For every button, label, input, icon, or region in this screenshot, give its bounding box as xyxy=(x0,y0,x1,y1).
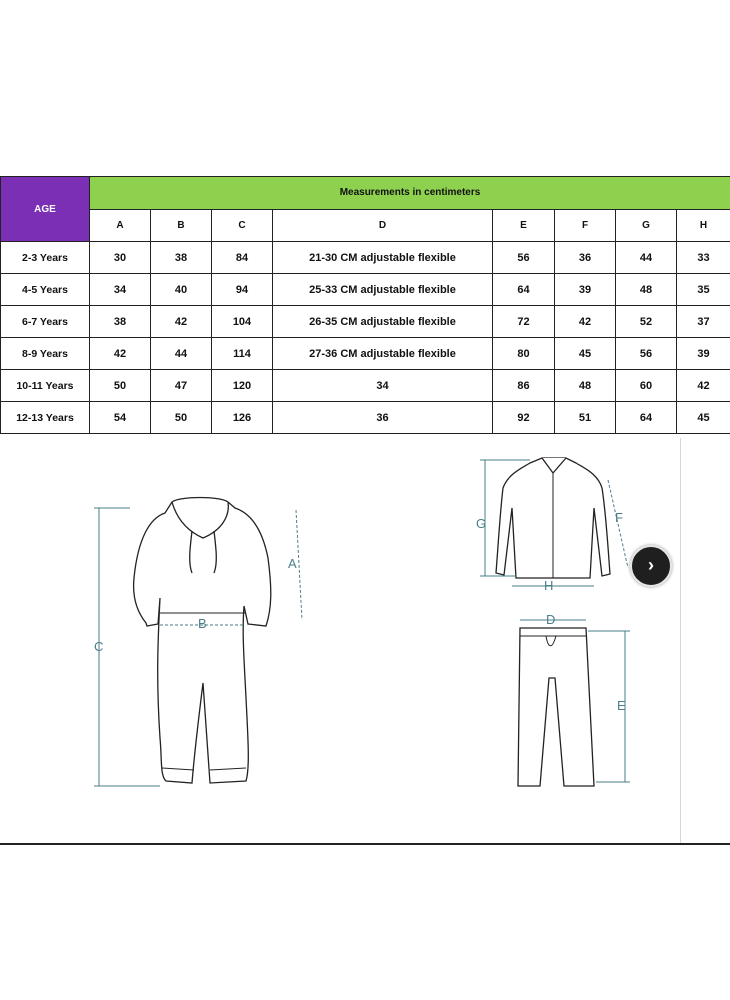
table-cell: 42 xyxy=(555,306,616,338)
table-cell: 44 xyxy=(151,338,212,370)
dimension-label-a: A xyxy=(288,556,297,571)
table-cell: 52 xyxy=(616,306,677,338)
shirt-drawing xyxy=(496,458,610,578)
table-cell: 39 xyxy=(555,274,616,306)
table-row xyxy=(1,274,730,306)
column-header-a: A xyxy=(90,209,151,242)
pants-drawing xyxy=(518,628,594,786)
table-cell: 51 xyxy=(555,402,616,434)
table-cell: 38 xyxy=(151,242,212,274)
measurements-header: Measurements in centimeters xyxy=(90,177,730,210)
table-cell: 84 xyxy=(212,242,273,274)
table-cell: 56 xyxy=(493,242,555,274)
table-cell: 47 xyxy=(151,370,212,402)
table-cell: 36 xyxy=(273,402,493,434)
table-cell: 37 xyxy=(677,306,730,338)
table-cell: 38 xyxy=(90,306,151,338)
column-header-g: G xyxy=(616,209,677,242)
table-row xyxy=(1,402,730,434)
dimension-label-d: D xyxy=(546,612,556,627)
column-header-d: D xyxy=(273,209,493,242)
table-cell: 48 xyxy=(616,274,677,306)
age-cell: 4-5 Years xyxy=(1,274,90,306)
table-cell: 114 xyxy=(212,338,273,370)
table-cell: 26-35 CM adjustable flexible xyxy=(273,306,493,338)
measurement-diagram xyxy=(0,438,730,843)
table-cell: 35 xyxy=(677,274,730,306)
table-cell: 50 xyxy=(151,402,212,434)
table-cell: 42 xyxy=(151,306,212,338)
table-cell: 34 xyxy=(90,274,151,306)
table-cell: 21-30 CM adjustable flexible xyxy=(273,242,493,274)
table-cell: 54 xyxy=(90,402,151,434)
dimension-a-line xyxy=(296,510,302,620)
dimension-label-c: C xyxy=(94,639,104,654)
table-row xyxy=(1,370,730,402)
column-header-h: H xyxy=(677,209,730,242)
age-cell: 6-7 Years xyxy=(1,306,90,338)
table-cell: 60 xyxy=(616,370,677,402)
dimension-label-f: F xyxy=(615,510,623,525)
table-row xyxy=(1,242,730,274)
table-cell: 34 xyxy=(273,370,493,402)
table-cell: 120 xyxy=(212,370,273,402)
table-cell: 44 xyxy=(616,242,677,274)
table-cell: 50 xyxy=(90,370,151,402)
table-cell: 36 xyxy=(555,242,616,274)
table-cell: 45 xyxy=(677,402,730,434)
table-cell: 94 xyxy=(212,274,273,306)
table-cell: 27-36 CM adjustable flexible xyxy=(273,338,493,370)
age-cell: 10-11 Years xyxy=(1,370,90,402)
column-header-f: F xyxy=(555,209,616,242)
table-cell: 92 xyxy=(493,402,555,434)
table-cell: 33 xyxy=(677,242,730,274)
chevron-right-icon: › xyxy=(648,555,654,575)
onesie-drawing xyxy=(134,498,271,784)
table-cell: 40 xyxy=(151,274,212,306)
table-cell: 25-33 CM adjustable flexible xyxy=(273,274,493,306)
column-header-e: E xyxy=(493,209,555,242)
table-cell: 104 xyxy=(212,306,273,338)
table-row xyxy=(1,338,730,370)
age-header: AGE xyxy=(1,177,90,242)
table-cell: 64 xyxy=(493,274,555,306)
table-cell: 86 xyxy=(493,370,555,402)
column-header-b: B xyxy=(151,209,212,242)
dimension-label-b: B xyxy=(198,616,207,631)
table-cell: 64 xyxy=(616,402,677,434)
age-cell: 8-9 Years xyxy=(1,338,90,370)
table-cell: 56 xyxy=(616,338,677,370)
next-slide-button[interactable] xyxy=(630,545,672,587)
divider xyxy=(0,843,730,845)
age-cell: 2-3 Years xyxy=(1,242,90,274)
table-row xyxy=(1,306,730,338)
dimension-label-g: G xyxy=(476,516,487,531)
dimension-label-h: H xyxy=(544,578,554,593)
dimension-label-e: E xyxy=(617,698,626,713)
table-cell: 126 xyxy=(212,402,273,434)
age-cell: 12-13 Years xyxy=(1,402,90,434)
table-cell: 42 xyxy=(90,338,151,370)
table-cell: 39 xyxy=(677,338,730,370)
table-cell: 45 xyxy=(555,338,616,370)
size-chart-table xyxy=(0,176,730,434)
table-cell: 80 xyxy=(493,338,555,370)
table-cell: 72 xyxy=(493,306,555,338)
table-cell: 30 xyxy=(90,242,151,274)
table-cell: 42 xyxy=(677,370,730,402)
column-header-c: C xyxy=(212,209,273,242)
table-cell: 48 xyxy=(555,370,616,402)
